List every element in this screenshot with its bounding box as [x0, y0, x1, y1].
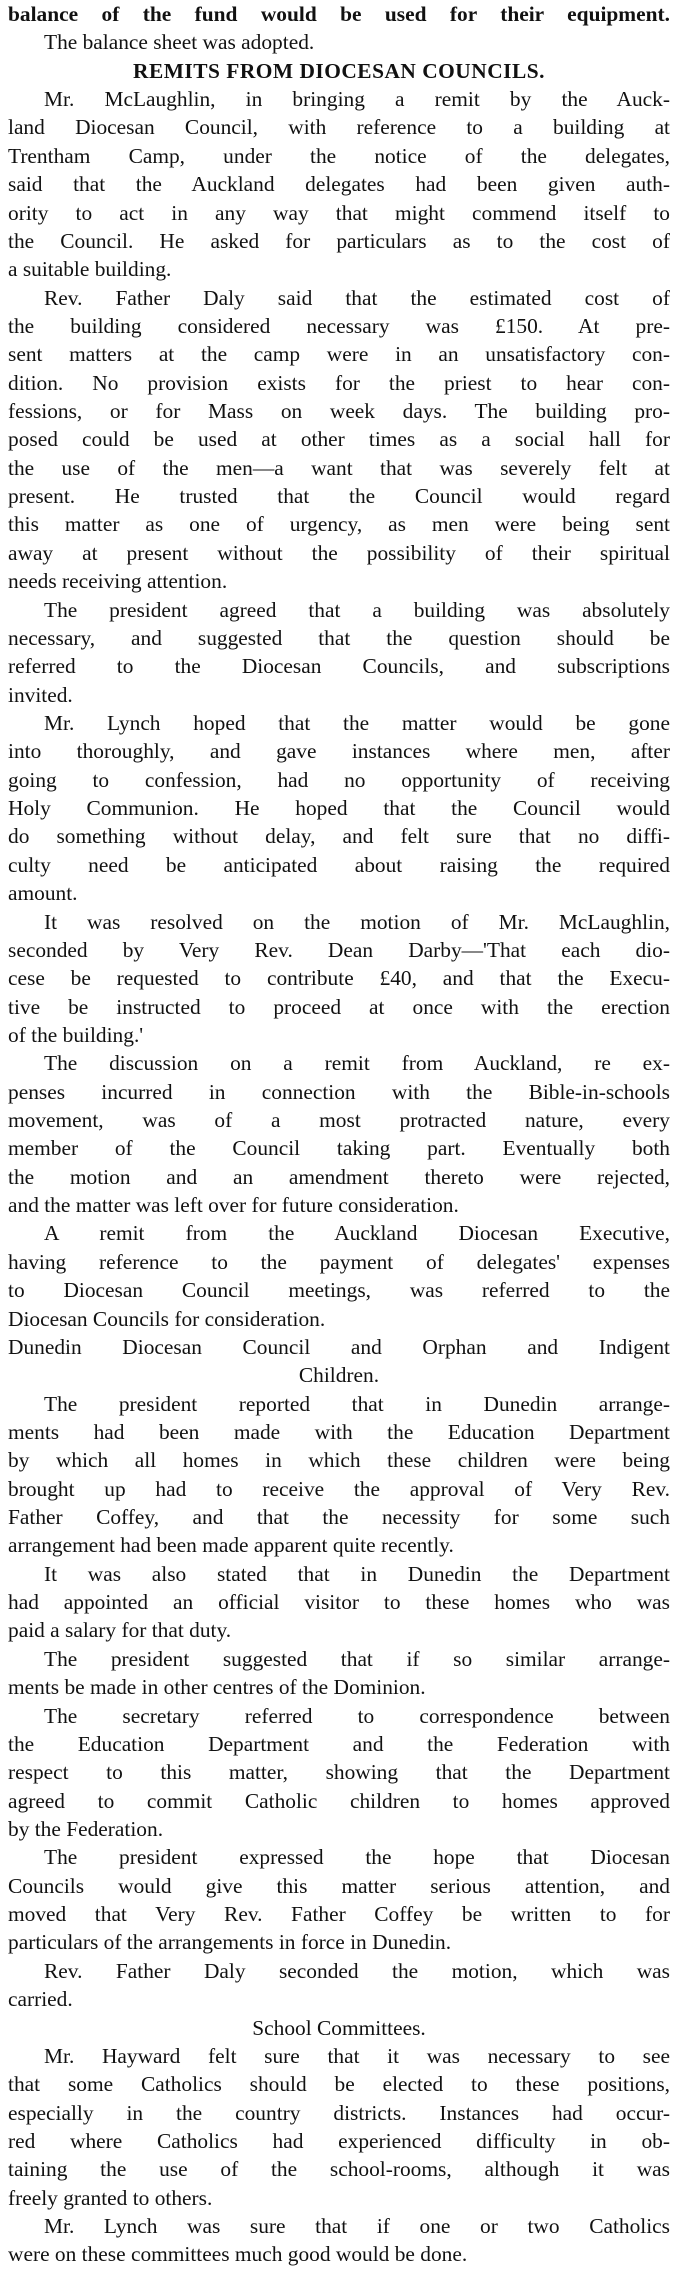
paragraph-first-line: Mr. Hayward felt sure that it was necessary to see: [44, 2043, 670, 2068]
text-line: member of the Council taking part. Eventually both: [8, 1136, 670, 1161]
text-line: the Council. He asked for particulars as to the cost of: [8, 228, 670, 253]
article-body: [8, 0, 670, 2269]
text-line: land Diocesan Council, with reference to a building at: [8, 115, 670, 140]
text-line: tive be instructed to proceed at once with the erection: [8, 994, 670, 1019]
text-line: the motion and an amendment thereto were rejected,: [8, 1164, 670, 1189]
text-line: balance of the fund would be used for their equipment.: [8, 2, 670, 26]
paragraph-last-line: Diocesan Councils for consideration.: [8, 1306, 326, 1331]
text-line: the Education Department and the Federation with: [8, 1731, 670, 1756]
paragraph-first-line: A remit from the Auckland Diocesan Executive,: [44, 1221, 670, 1246]
text-line: do something without delay, and felt sure that no diffi-: [8, 824, 670, 849]
paragraph-first-line: The president agreed that a building was absolutely: [44, 597, 670, 622]
paragraph-last-line: amount.: [8, 881, 78, 906]
paragraph-last-line: by the Federation.: [8, 1817, 164, 1841]
paragraph-last-line: carried.: [8, 1987, 73, 2012]
paragraph-last-line: a suitable building.: [8, 257, 172, 282]
subheading: School Committees.: [252, 2015, 426, 2040]
text-line: Holy Communion. He hoped that the Council would: [8, 796, 670, 821]
section-heading: REMITS FROM DIOCESAN COUNCILS.: [133, 58, 545, 83]
paragraph-first-line: Mr. Lynch hoped that the matter would be gone: [44, 710, 670, 735]
text-line: the use of the men—a want that was severely felt at: [8, 455, 670, 480]
text-line: Councils would give this matter serious attention, and: [8, 1873, 670, 1898]
text-line: the building considered necessary was £150. At pre-: [8, 313, 670, 338]
text-line: posed could be used at other times as a social hall for: [8, 427, 670, 452]
paragraph-first-line: The president reported that in Dunedin arrange-: [44, 1391, 670, 1416]
paragraph-last-line: needs receiving attention.: [8, 569, 228, 594]
paragraph-last-line: paid a salary for that duty.: [8, 1618, 232, 1643]
text-line: especially in the country districts. Instances had occur-: [8, 2100, 670, 2125]
text-line: respect to this matter, showing that the Department: [8, 1760, 670, 1785]
text-line: fessions, or for Mass on week days. The building pro-: [8, 399, 670, 424]
text-line: sent matters at the camp were in an unsatisfactory con-: [8, 342, 670, 367]
paragraph-first-line: The discussion on a remit from Auckland, re ex-: [44, 1051, 670, 1076]
text-line: taining the use of the school-rooms, although it was: [8, 2157, 670, 2182]
text-line: The balance sheet was adopted.: [44, 30, 315, 55]
paragraph-last-line: invited.: [8, 682, 73, 707]
paragraph-first-line: The president expressed the hope that Diocesan: [44, 1845, 670, 1870]
text-line: to Diocesan Council meetings, was referred to the: [8, 1278, 670, 1303]
text-line: brought up had to receive the approval of Very Rev.: [8, 1476, 670, 1501]
text-line: away at present without the possibility of their spiritual: [8, 540, 670, 565]
text-line: that some Catholics should be elected to these positions,: [8, 2072, 670, 2097]
text-line: dition. No provision exists for the priest to hear con-: [8, 370, 670, 395]
paragraph-first-line: The president suggested that if so similar arrange-: [44, 1646, 670, 1671]
paragraph-first-line: It was resolved on the motion of Mr. McLaughlin,: [44, 909, 670, 934]
text-line: had appointed an official visitor to these homes who was: [8, 1590, 670, 1615]
text-line: present. He trusted that the Council would regard: [8, 484, 670, 509]
text-line: Father Coffey, and that the necessity for some such: [8, 1505, 670, 1530]
paragraph-first-line: Rev. Father Daly said that the estimated cost of: [44, 285, 670, 310]
paragraph-last-line: ments be made in other centres of the Dominion.: [8, 1675, 426, 1700]
text-line: going to confession, had no opportunity of receiving: [8, 767, 670, 792]
text-line: ments had been made with the Education Department: [8, 1419, 670, 1444]
paragraph-last-line: were on these committees much good would be done.: [8, 2242, 468, 2267]
text-line: moved that Very Rev. Father Coffey be written to for: [8, 1902, 670, 1927]
text-line: seconded by Very Rev. Dean Darby—'That each dio-: [8, 937, 670, 962]
subheading: Children.: [298, 1363, 380, 1388]
text-line: penses incurred in connection with the Bible-in-schools: [8, 1079, 670, 1104]
text-line: cese be requested to contribute £40, and that the Execu-: [8, 966, 670, 991]
text-line: having reference to the payment of delegates' expenses: [8, 1249, 670, 1274]
text-line: Dunedin Diocesan Council and Orphan and Indigent: [8, 1334, 670, 1359]
paragraph-first-line: It was also stated that in Dunedin the Department: [44, 1561, 670, 1586]
text-line: referred to the Diocesan Councils, and subscriptions: [8, 654, 670, 679]
paragraph-last-line: arrangement had been made apparent quite recently.: [8, 1533, 454, 1558]
paragraph-last-line: freely granted to others.: [8, 2185, 213, 2210]
paragraph-last-line: of the building.': [8, 1022, 144, 1047]
text-line: movement, was of a most protracted nature, every: [8, 1108, 670, 1133]
text-line: ority to act in any way that might commend itself to: [8, 200, 670, 225]
text-line: into thoroughly, and gave instances where men, after: [8, 739, 670, 764]
text-line: Trentham Camp, under the notice of the delegates,: [8, 143, 670, 168]
paragraph-first-line: Rev. Father Daly seconded the motion, which was: [44, 1958, 670, 1983]
text-line: culty need be anticipated about raising the required: [8, 852, 670, 877]
paragraph-first-line: The secretary referred to correspondence between: [44, 1703, 670, 1728]
paragraph-first-line: Mr. McLaughlin, in bringing a remit by the Auck-: [44, 87, 670, 112]
paragraph-last-line: and the matter was left over for future consideration.: [8, 1193, 459, 1218]
paragraph-last-line: particulars of the arrangements in force in Dunedin.: [8, 1930, 452, 1955]
text-line: by which all homes in which these children were being: [8, 1448, 670, 1473]
text-line: this matter as one of urgency, as men were being sent: [8, 512, 670, 537]
text-line: said that the Auckland delegates had been given auth-: [8, 172, 670, 197]
paragraph-first-line: Mr. Lynch was sure that if one or two Catholics: [44, 2214, 670, 2239]
text-line: necessary, and suggested that the question should be: [8, 625, 670, 650]
text-line: agreed to commit Catholic children to homes approved: [8, 1788, 670, 1813]
text-line: red where Catholics had experienced difficulty in ob-: [8, 2128, 670, 2153]
